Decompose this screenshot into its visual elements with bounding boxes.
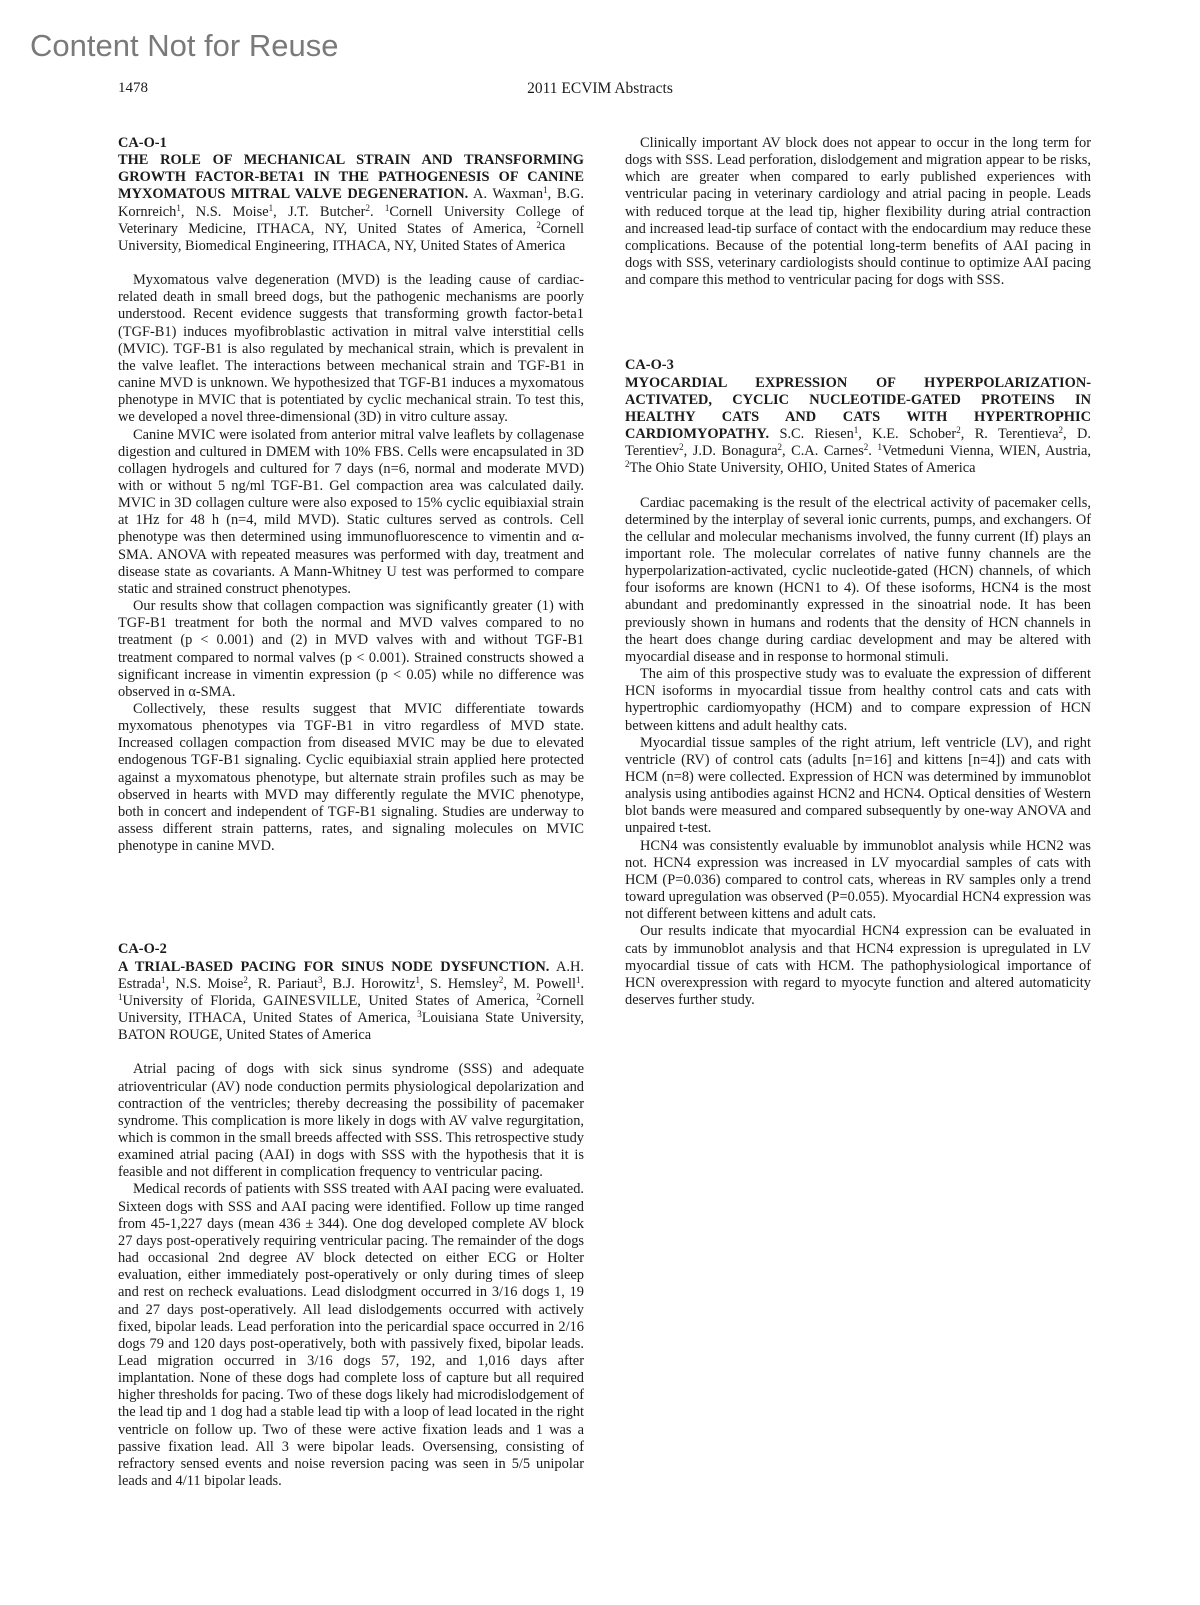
affiliation: Louisiana State University, BATON ROUGE, United States of America bbox=[118, 1010, 584, 1044]
abstract-heading bbox=[118, 152, 584, 255]
abstract-ca-o-1 bbox=[118, 135, 584, 855]
author-affiliation-mark: 1 bbox=[176, 202, 181, 213]
abstract-paragraph: Medical records of patients with SSS treated with AAI pacing were evaluated. Sixteen dogs with SSS and AAI pacing were identified. Follow up time ranged from 45-1,227 days (mean 436 ± 344). One dog developed complete AV block 27 days post-operatively requiring ventricular pacing. The remainder of the dogs had occasional 2nd degree AV block detected on either ECG or Holter evaluation, either immediately post-operatively or only during times of sleep and rest on recheck evaluations. Lead dislodgment occurred in 3/16 dogs 1, 19 and 27 days post-operatively. All lead dislodgements occurred with actively fixed, bipolar leads. Lead perforation into the pericardial space occurred in 2/16 dogs 79 and 120 days post-operatively, both with passively fixed, bipolar leads. Lead migration occurred in 3/16 dogs 57, 192, and 1,016 days after implantation. None of these dogs had complete loss of capture but all required higher thresholds for pacing. Two of these dogs likely had microdislodgement of the lead tip and 1 dog had a stable lead tip with a loop of lead located in the right ventricle on follow up. Two of these were active fixation leads and 1 was a passive fixation lead. All 3 were bipolar leads. Oversensing, consisting of refractory sensed events and noise reversion pacing was seen in 5/5 unipolar leads and 4/11 bipolar leads. bbox=[118, 1181, 584, 1490]
abstract-title: A TRIAL-BASED PACING FOR SINUS NODE DYSFUNCTION. bbox=[118, 958, 550, 975]
left-column bbox=[118, 135, 584, 1490]
affiliation-number: 1 bbox=[384, 202, 390, 213]
author-separator: . bbox=[369, 203, 385, 220]
abstract-paragraph: Collectively, these results suggest that MVIC differentiate towards myxomatous phenotypes via TGF-B1 in vitro regardless of MVD state. Increased collagen compaction from diseased MVIC may be due to elevated endogenous TGF-B1 signaling. Cyclic equibiaxial strain applied here protected against a myxomatous phenotype, but alternate strain profiles such as may be observed in hearts with MVD may differently regulate the MVIC phenotype, both in concert and independent of TGF-B1 signaling. Studies are underway to assess different strain patterns, rates, and signaling molecules on MVIC phenotype in canine MVD. bbox=[118, 701, 584, 855]
abstract-paragraph: HCN4 was consistently evaluable by immunoblot analysis while HCN2 was not. HCN4 expression was increased in LV myocardial samples of cats with HCM (P=0.036) compared to control cats, whereas in RV samples only a trend toward upregulation was observed (P=0.055). Myocardial HCN4 expression was not different between kittens and adult cats. bbox=[625, 837, 1091, 923]
author-separator: , bbox=[419, 975, 430, 992]
abstract-paragraph: The aim of this prospective study was to evaluate the expression of different HCN isoforms in myocardial tissue from healthy control cats and cats with hypertrophic cardiomyopathy (HCM) and to compare expression of HCN between kittens and adult healthy cats. bbox=[625, 666, 1091, 734]
author-separator: , bbox=[322, 975, 333, 992]
abstract-paragraph: Cardiac pacemaking is the result of the electrical activity of pacemaker cells, determined by the interplay of several ionic currents, pumps, and exchangers. Of the cellular and molecular mechanisms involved, the funny current (If) plays an important role. The molecular correlates of native funny channels are the hyperpolarization-activated, cyclic nucleotide-gated (HCN) channels, of which four isoforms are known (HCN1 to 4). Of these isoforms, HCN4 is the most abundant and predominantly expressed in the sinoatrial node. It has been previously shown in humans and rodents that the density of HCN channels in the heart does change during cardiac development and may be altered with myocardial disease and in response to hormonal stimuli. bbox=[625, 494, 1091, 665]
running-head: 2011 ECVIM Abstracts bbox=[527, 80, 673, 97]
author: A.H. Estrada bbox=[118, 958, 584, 992]
author-separator: , bbox=[960, 426, 975, 443]
author: N.S. Moise bbox=[175, 975, 244, 992]
author-separator: , bbox=[273, 203, 289, 220]
author-separator: , bbox=[683, 443, 693, 460]
affiliation-number: 1 bbox=[877, 442, 882, 453]
author-affiliation-mark: 2 bbox=[863, 442, 869, 453]
author-affiliation-mark: 1 bbox=[543, 185, 548, 196]
abstract-paragraph: Atrial pacing of dogs with sick sinus syndrome (SSS) and adequate atrioventricular (AV) node conduction permits physiological depolarization and contraction of the ventricles; thereby decreasing the possibility of pacemaker syndrome. This complication is more likely in dogs with AV valve regurgitation, which is common in the small breeds affected with SSS. This retrospective study examined atrial pacing (AAI) in dogs with SSS with the hypothesis that it is feasible and not different in complication frequency to ventricular pacing. bbox=[118, 1061, 584, 1181]
abstract-id: CA-O-3 bbox=[625, 357, 674, 374]
affiliation: University of Florida, GAINESVILLE, United States of America, bbox=[122, 992, 537, 1009]
author: J.D. Bonagura bbox=[692, 443, 778, 460]
author-affiliation-mark: 1 bbox=[415, 974, 420, 985]
abstract-ca-o-2 bbox=[118, 941, 584, 1490]
author-affiliation-mark: 2 bbox=[243, 974, 248, 985]
author: D. Terentiev bbox=[625, 426, 1092, 460]
affiliation-number: 3 bbox=[417, 1009, 422, 1020]
author: N.S. Moise bbox=[195, 203, 269, 220]
author-affiliation-mark: 1 bbox=[575, 974, 581, 985]
affiliation-number: 2 bbox=[536, 219, 541, 230]
affiliation-number: 2 bbox=[536, 991, 541, 1002]
abstract-paragraph: Myxomatous valve degeneration (MVD) is the leading cause of cardiac-related death in small breed dogs, but the pathogenic mechanisms are poorly understood. Recent evidence suggests that transforming growth factor-beta1 (TGF-B1) induces myofibroblastic activation in mitral valve interstitial cells (MVIC). TGF-B1 is also regulated by mechanical strain, which is prevalent in the valve leaflet. The interactions between mechanical strain and TGF-B1 in canine MVD is unknown. We hypothesized that TGF-B1 induces a myxomatous phenotype in MVIC that is potentiated by cyclic mechanical strain. To test this, we developed a novel three-dimensional (3D) in vitro culture assay. bbox=[118, 272, 584, 426]
affiliation: The Ohio State University, OHIO, United States of America bbox=[629, 460, 976, 477]
author: C.A. Carnes bbox=[791, 443, 864, 460]
author-affiliation-mark: 1 bbox=[268, 202, 274, 213]
abstract-paragraph: Our results show that collagen compaction was significantly greater (1) with TGF-B1 treatment for both the normal and MVD valves compared to no treatment (p < 0.001) and (2) in MVD valves with and without TGF-B1 treatment compared to normal valves (p < 0.001). Strained constructs showed a significant increase in vimentin expression (p < 0.05) while no difference was observed in α-SMA. bbox=[118, 598, 584, 700]
author-affiliation-mark: 2 bbox=[956, 425, 961, 436]
affiliation: Cornell University, Biomedical Engineering, ITHACA, NY, United States of America bbox=[118, 220, 584, 254]
author-separator: . bbox=[868, 443, 878, 460]
author: B.G. Kornreich bbox=[118, 186, 584, 220]
abstract-ca-o-3 bbox=[625, 357, 1091, 1009]
author-separator: , bbox=[781, 443, 792, 460]
abstract-paragraph: Our results indicate that myocardial HCN4 expression can be evaluated in cats by immunoblot analysis and that HCN4 expression is upregulated in LV myocardial tissue of cats with HCM. The pathophysiological importance of HCN overexpression with regard to myocyte function and altered automaticity deserves further study. bbox=[625, 923, 1091, 1009]
right-column bbox=[625, 135, 1091, 1009]
author-affiliation-mark: 1 bbox=[853, 425, 859, 436]
affiliation-number: 2 bbox=[625, 459, 630, 470]
author-affiliation-mark: 1 bbox=[161, 974, 166, 985]
abstract-paragraph: Clinically important AV block does not appear to occur in the long term for dogs with SSS. Lead perforation, dislodgement and migration appear to be risks, which are greater when compared to early published experiences with ventricular pacing in veterinary cardiology and atrial pacing in people. Leads with reduced torque at the lead tip, higher flexibility during atrial contraction and increased lead-tip surface of contact with the endocardium may reduce these complications. Because of the potential long-term benefits of AAI pacing in dogs with SSS, veterinary cardiologists should continue to optimize AAI pacing and compare this method to ventricular pacing for dogs with SSS. bbox=[625, 135, 1091, 289]
author-separator: , bbox=[1063, 426, 1078, 443]
affiliation-number: 1 bbox=[118, 991, 123, 1002]
author-separator: , bbox=[858, 426, 873, 443]
abstract-id: CA-O-2 bbox=[118, 941, 167, 958]
author-affiliation-mark: 2 bbox=[777, 442, 782, 453]
author: S. Hemsley bbox=[429, 975, 499, 992]
abstract-heading bbox=[118, 959, 584, 1045]
author-separator: , bbox=[503, 975, 514, 992]
author: K.E. Schober bbox=[872, 426, 957, 443]
author-affiliation-mark: 2 bbox=[365, 202, 370, 213]
author-separator: , bbox=[247, 975, 258, 992]
author: B.J. Horowitz bbox=[332, 975, 416, 992]
affiliation: Vetmeduni Vienna, WIEN, Austria, bbox=[881, 443, 1091, 460]
abstract-paragraph: Canine MVIC were isolated from anterior mitral valve leaflets by collagenase digestion and cultured in DMEM with 10% FBS. Cells were encapsulated in 3D collagen hydrogels and cultured for 7 days (n=6, normal and moderate MVD) with or without 5 ng/ml TGF-B1. Gel compaction area was calculated daily. MVIC in 3D collagen culture were also exposed to 15% cyclic equibiaxial strain at 1Hz for 48 h (n=4, mild MVD). Static cultures served as controls. Cell phenotype was then determined using immunofluorescence to vimentin and α-SMA. ANOVA with repeated measures was performed with day, treatment and disease state as covariants. A Mann-Whitney U test was performed to compare static and strained construct phenotypes. bbox=[118, 426, 584, 597]
author-separator: , bbox=[165, 975, 176, 992]
affiliation: Cornell University College of Veterinary Medicine, ITHACA, NY, United States of America, bbox=[118, 203, 584, 237]
affiliation: Cornell University, ITHACA, United States of America, bbox=[118, 992, 584, 1027]
author: A. Waxman bbox=[473, 186, 544, 203]
author-affiliation-mark: 2 bbox=[498, 974, 504, 985]
abstract-heading bbox=[625, 375, 1091, 478]
author-affiliation-mark: 3 bbox=[318, 974, 323, 985]
author: S.C. Riesen bbox=[779, 426, 854, 443]
author: R. Terentieva bbox=[974, 426, 1059, 443]
abstract-paragraph: Myocardial tissue samples of the right atrium, left ventricle (LV), and right ventricle (RV) of control cats (adults [n=16] and kittens [n=4]) and cats with HCM (n=8) were collected. Expression of HCN was determined by immunoblot analysis using antibodies against HCN2 and HCN4. Optical densities of Western blot bands were measured and compared subsequently by one-way ANOVA and unpaired t-test. bbox=[625, 734, 1091, 837]
author-separator: . bbox=[580, 975, 585, 992]
author: R. Pariaut bbox=[257, 975, 319, 992]
abstract-title: THE ROLE OF MECHANICAL STRAIN AND TRANSFORMING GROWTH FACTOR-BETA1 IN THE PATHOGENESIS OF CANINE MYXOMATOUS MITRAL VALVE DEGENERATION. bbox=[118, 152, 584, 203]
watermark: Content Not for Reuse bbox=[30, 28, 339, 63]
page-number: 1478 bbox=[118, 80, 148, 96]
author-separator: , bbox=[180, 203, 196, 220]
author: M. Powell bbox=[513, 975, 576, 992]
author: J.T. Butcher bbox=[288, 203, 366, 220]
abstract-title: MYOCARDIAL EXPRESSION OF HYPERPOLARIZATION-ACTIVATED, CYCLIC NUCLEOTIDE-GATED PROTEINS IN HEALTHY CATS AND CATS WITH HYPERTROPHIC CARDIOMYOPATHY. bbox=[625, 374, 1091, 443]
author-affiliation-mark: 2 bbox=[679, 442, 684, 453]
abstract-id: CA-O-1 bbox=[118, 135, 167, 151]
author-separator: , bbox=[547, 186, 557, 203]
author-affiliation-mark: 2 bbox=[1058, 425, 1064, 436]
